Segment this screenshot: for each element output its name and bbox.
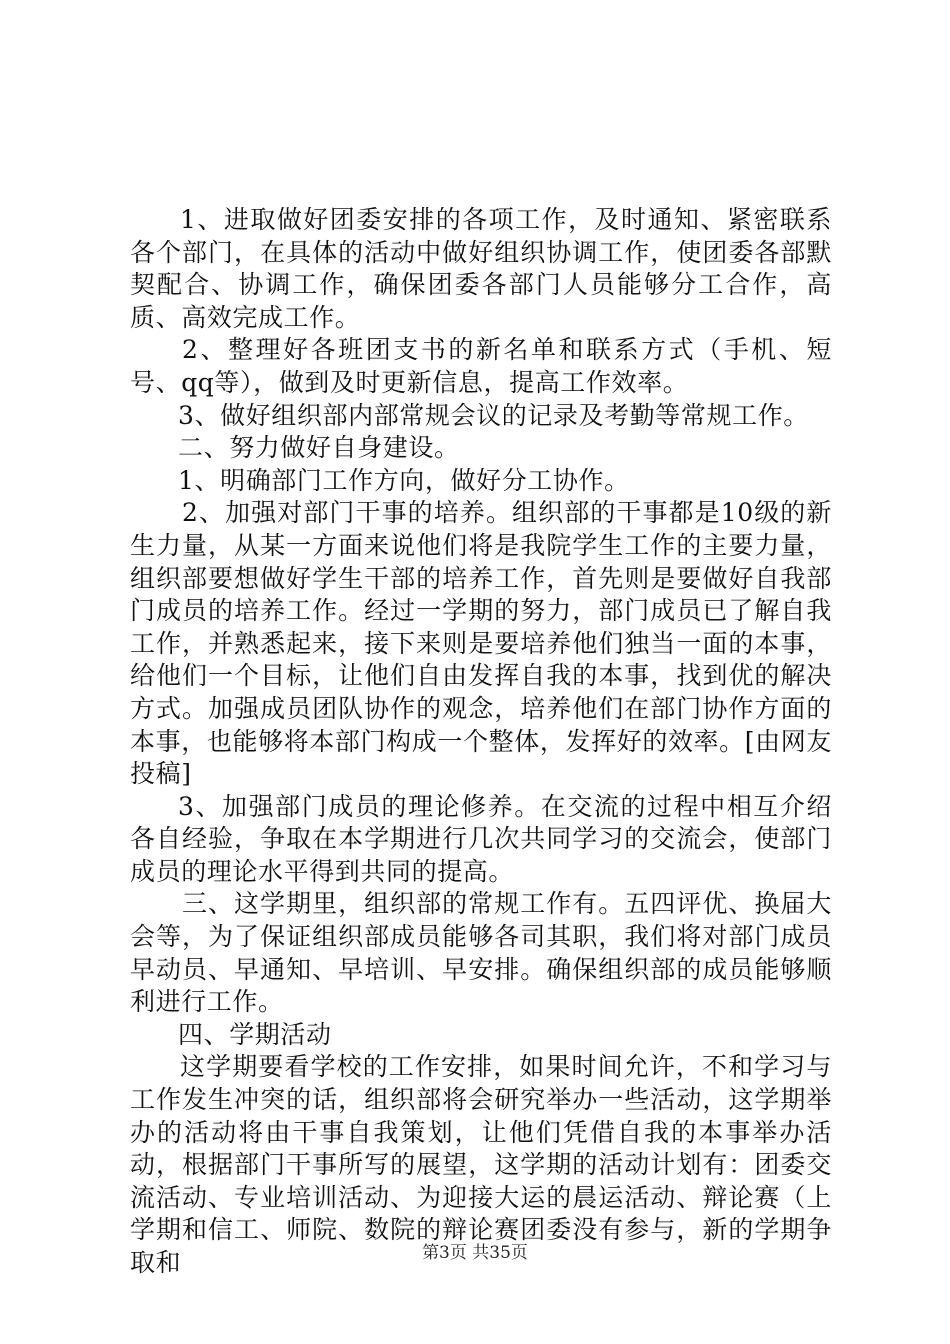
section-heading-4: 四、学期活动 xyxy=(178,1019,332,1049)
document-body xyxy=(130,204,832,1280)
paragraph-self-1: 1、明确部门工作方向，做好分工协作。 xyxy=(178,465,630,495)
paragraph-task-2: 2、整理好各班团支书的新名单和联系方式（手机、短号、qq等），做到及时更新信息，提高工作效率。 xyxy=(130,335,832,397)
page-number-footer: 第3页 共35页 xyxy=(422,1243,528,1263)
section-heading-3: 三、这学期里，组织部的常规工作有。五四评优、换届大会等，为了保证组织部成员能够各司其职，我们将对部门成员早动员、早通知、早培训、早安排。确保组织部的成员能够顺利进行工作。 xyxy=(130,889,832,1017)
paragraph-task-1: 1、进取做好团委安排的各项工作，及时通知、紧密联系各个部门，在具体的活动中做好组织协调工作，使团委各部默契配合、协调工作，确保团委各部门人员能够分工合作，高质、高效完成工作。 xyxy=(130,205,832,332)
paragraph-self-3: 3、加强部门成员的理论修养。在交流的过程中相互介绍各自经验，争取在本学期进行几次共同学习的交流会，使部门成员的理论水平得到共同的提高。 xyxy=(130,791,832,886)
section-heading-2: 二、努力做好自身建设。 xyxy=(178,433,460,463)
paragraph-activities: 这学期要看学校的工作安排，如果时间允许，不和学习与工作发生冲突的话，组织部将会研究举办一些活动，这学期举办的活动将由干事自我策划，让他们凭借自我的本事举办活动，根据部门干事所写的展望，这学期的活动计划有：团委交流活动、专业培训活动、为迎接大运的晨运活动、辩论赛（上学期和信工、师院、数院的辩论赛团委没有参与，新的学期争取和 xyxy=(130,1052,832,1277)
paragraph-self-2: 2、加强对部门干事的培养。组织部的干事都是10级的新生力量，从某一方面来说他们将是我院学生工作的主要力量，组织部要想做好学生干部的培养工作，首先则是要做好自我部门成员的培养工作。经过一学期的努力，部门成员已了解自我工作，并熟悉起来，接下来则是要培养他们独当一面的本事，给他们一个目标，让他们自由发挥自我的本事，找到优的解决方式。加强成员团队协作的观念，培养他们在部门协作方面的本事，也能够将本部门构成一个整体，发挥好的效率。[由网友投稿] xyxy=(130,498,832,789)
paragraph-task-3: 3、做好组织部内部常规会议的记录及考勤等常规工作。 xyxy=(178,400,809,430)
